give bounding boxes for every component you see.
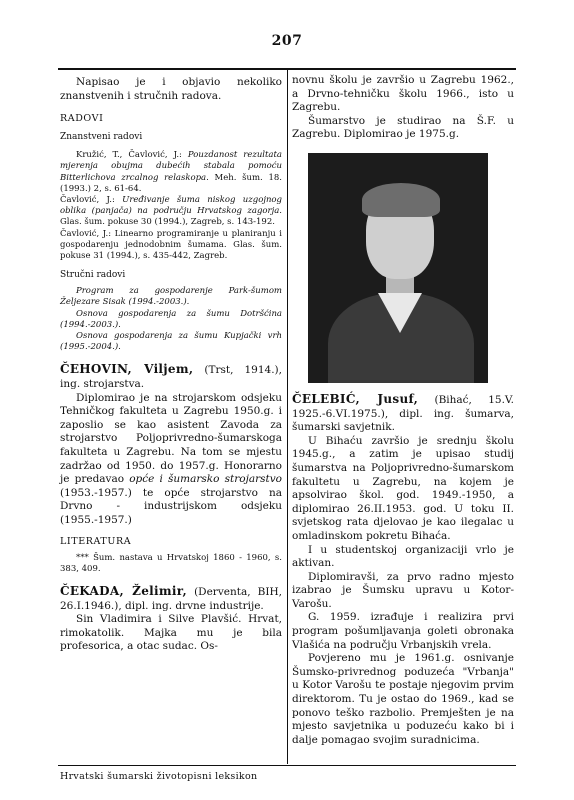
celebic-paragraph-5: Povjereno mu je 1961.g. osnivanje Šumsko-privrednog poduzeća "Vrbanja" u Kotor Varošu te postaje njegovim prvim direktorom. Tu je ostao do 1969., kad se ponovo teško razbolio. Premješten je na mjesto savjetnika u poduzeću kako bi i dalje pomagao svojim suradnicima. bbox=[292, 652, 514, 746]
sci-work-title: Pouzdanost rezultata mjerenja obujma dubećih stabala pomoću Bitterlichova zrcalnog relaskopa bbox=[60, 150, 282, 183]
sci-work-rest: . Glas. šum. pokuse 30 (1994.), Zagreb, s. 143-192. bbox=[60, 206, 282, 228]
pro-work-1: Program za gospodarenje Park-šumom Željezare Sisak (1994.-2003.). bbox=[60, 286, 282, 308]
sci-work-2 bbox=[60, 195, 282, 229]
left-column bbox=[60, 70, 282, 654]
sci-work-1 bbox=[60, 150, 282, 195]
celebic-paragraph-2: I u studentskoj organizaciji vrlo je aktivan. bbox=[292, 543, 514, 570]
literatura-text: *** Šum. nastava u Hrvatskoj 1860 - 1960, s. 383, 409. bbox=[60, 552, 282, 574]
footer-rule bbox=[58, 765, 516, 766]
continuation-text: novnu školu je završio u Zagrebu 1962., a Drvno-tehničku školu 1966., isto u Zagrebu. bbox=[292, 74, 514, 114]
sci-work-authors: Čavlović, J.: bbox=[60, 228, 115, 239]
cehovin-bio: (Trst, 1914.), ing. strojarstva. bbox=[60, 364, 282, 391]
sci-work-authors: Čavlović, J.: bbox=[60, 195, 123, 205]
sci-work-rest: Linearno programiranje u planiranju i gospodarenju jednodobnim šumama. Glas. šum. pokuse 31 (1994.), s. 435-442, Zagreb. bbox=[60, 228, 282, 262]
cehovin-course: opće i šumarsko strojarstvo bbox=[129, 473, 282, 486]
sci-work-rest: . Meh. šum. 18. (1993.) 2, s. 61-64. bbox=[60, 172, 282, 194]
sci-work-authors: Kružić, T., Čavlović, J.: bbox=[76, 150, 188, 161]
cehovin-text-end: (1953.-1957.) te opće strojarstvo na Drvno - industrijskom odsjeku (1955.-1957.) bbox=[60, 486, 282, 526]
cekada-bio: (Derventa, BIH, 26.I.1946.), dipl. ing. drvne industrije. bbox=[60, 585, 283, 612]
cehovin-paragraph bbox=[60, 392, 282, 528]
celebic-entry-header bbox=[292, 393, 514, 435]
sci-work-title: Uređivanje šuma niskog uzgojnog oblika (panjača) na području Hrvatskog zagorja bbox=[60, 195, 282, 217]
cekada-paragraph: Sin Vladimira i Silve Plavšić. Hrvat, rimokatolik. Majka mu je bila profesorica, a otac sudac. Os- bbox=[60, 613, 282, 653]
page-number: 207 bbox=[271, 33, 303, 49]
cehovin-name: ČEHOVIN, Viljem, bbox=[60, 362, 194, 377]
right-column bbox=[292, 70, 514, 747]
strucni-heading: Stručni radovi bbox=[60, 270, 126, 281]
scientific-works-list bbox=[60, 150, 282, 262]
celebic-bio: (Bihać, 15.V. 1925.-6.VI.1975.), dipl. ing. šumarva, šumarski savjetnik. bbox=[292, 393, 514, 434]
cehovin-text: Diplomirao je na strojarskom odsjeku Tehničkog fakulteta u Zagrebu 1950.g. i zaposlio se kao asistent Zavoda za strojarstvo Poljoprivredno-šumarskoga fakulteta u Zagrebu. Na tom se mjestu zadržao od 1950. do 1957.g. Honorarno je predavao bbox=[60, 391, 282, 486]
sumarstvo-text: Šumarstvo je studirao na Š.F. u Zagrebu. Diplomirao je 1975.g. bbox=[292, 114, 514, 141]
column-divider bbox=[287, 70, 288, 764]
photo-hair bbox=[362, 183, 440, 217]
znanstveni-heading: Znanstveni radovi bbox=[60, 132, 143, 143]
cekada-name: ČEKADA, Želimir, bbox=[60, 583, 187, 598]
footer-text: Hrvatski šumarski životopisni leksikon bbox=[60, 771, 258, 782]
intro-text: Napisao je i objavio nekoliko znanstvenih i stručnih radova. bbox=[60, 76, 282, 102]
celebic-paragraph-3: Diplomiravši, za prvo radno mjesto izabrao je Šumsku upravu u Kotor-Varošu. bbox=[292, 570, 514, 610]
pro-work-2: Osnova gospodarenja za šumu Dotršćina (1994.-2003.). bbox=[60, 308, 282, 330]
sci-work-3 bbox=[60, 229, 282, 263]
radovi-heading: RADOVI bbox=[60, 113, 104, 125]
celebic-paragraph-1: U Bihaću završio je srednju školu 1945.g., a zatim je upisao studij šumarstva na Poljoprivredno-šumarskom fakultetu u Zagrebu, na kojem je apsolvirao škol. god. 1949.-1950, a diplomirao 26.II.1953. god. U toku II. svjetskog rata djelovao je kao ilegalac u omladinskom pokretu Bihaća. bbox=[292, 434, 514, 542]
professional-works-list bbox=[60, 286, 282, 353]
celebic-paragraph-4: G. 1959. izrađuje i realizira prvi program pošumljavanja goleti obronaka Vlašića na području Vrbanjskih vrela. bbox=[292, 611, 514, 651]
cehovin-entry-header bbox=[60, 363, 282, 391]
literatura-heading: LITERATURA bbox=[60, 535, 132, 547]
portrait-photo bbox=[308, 153, 488, 383]
pro-work-3: Osnova gospodarenja za šumu Kupjački vrh (1995.-2004.). bbox=[60, 331, 282, 353]
cekada-entry-header bbox=[60, 585, 282, 613]
celebic-name: ČELEBIĆ, Jusuf, bbox=[292, 391, 419, 406]
